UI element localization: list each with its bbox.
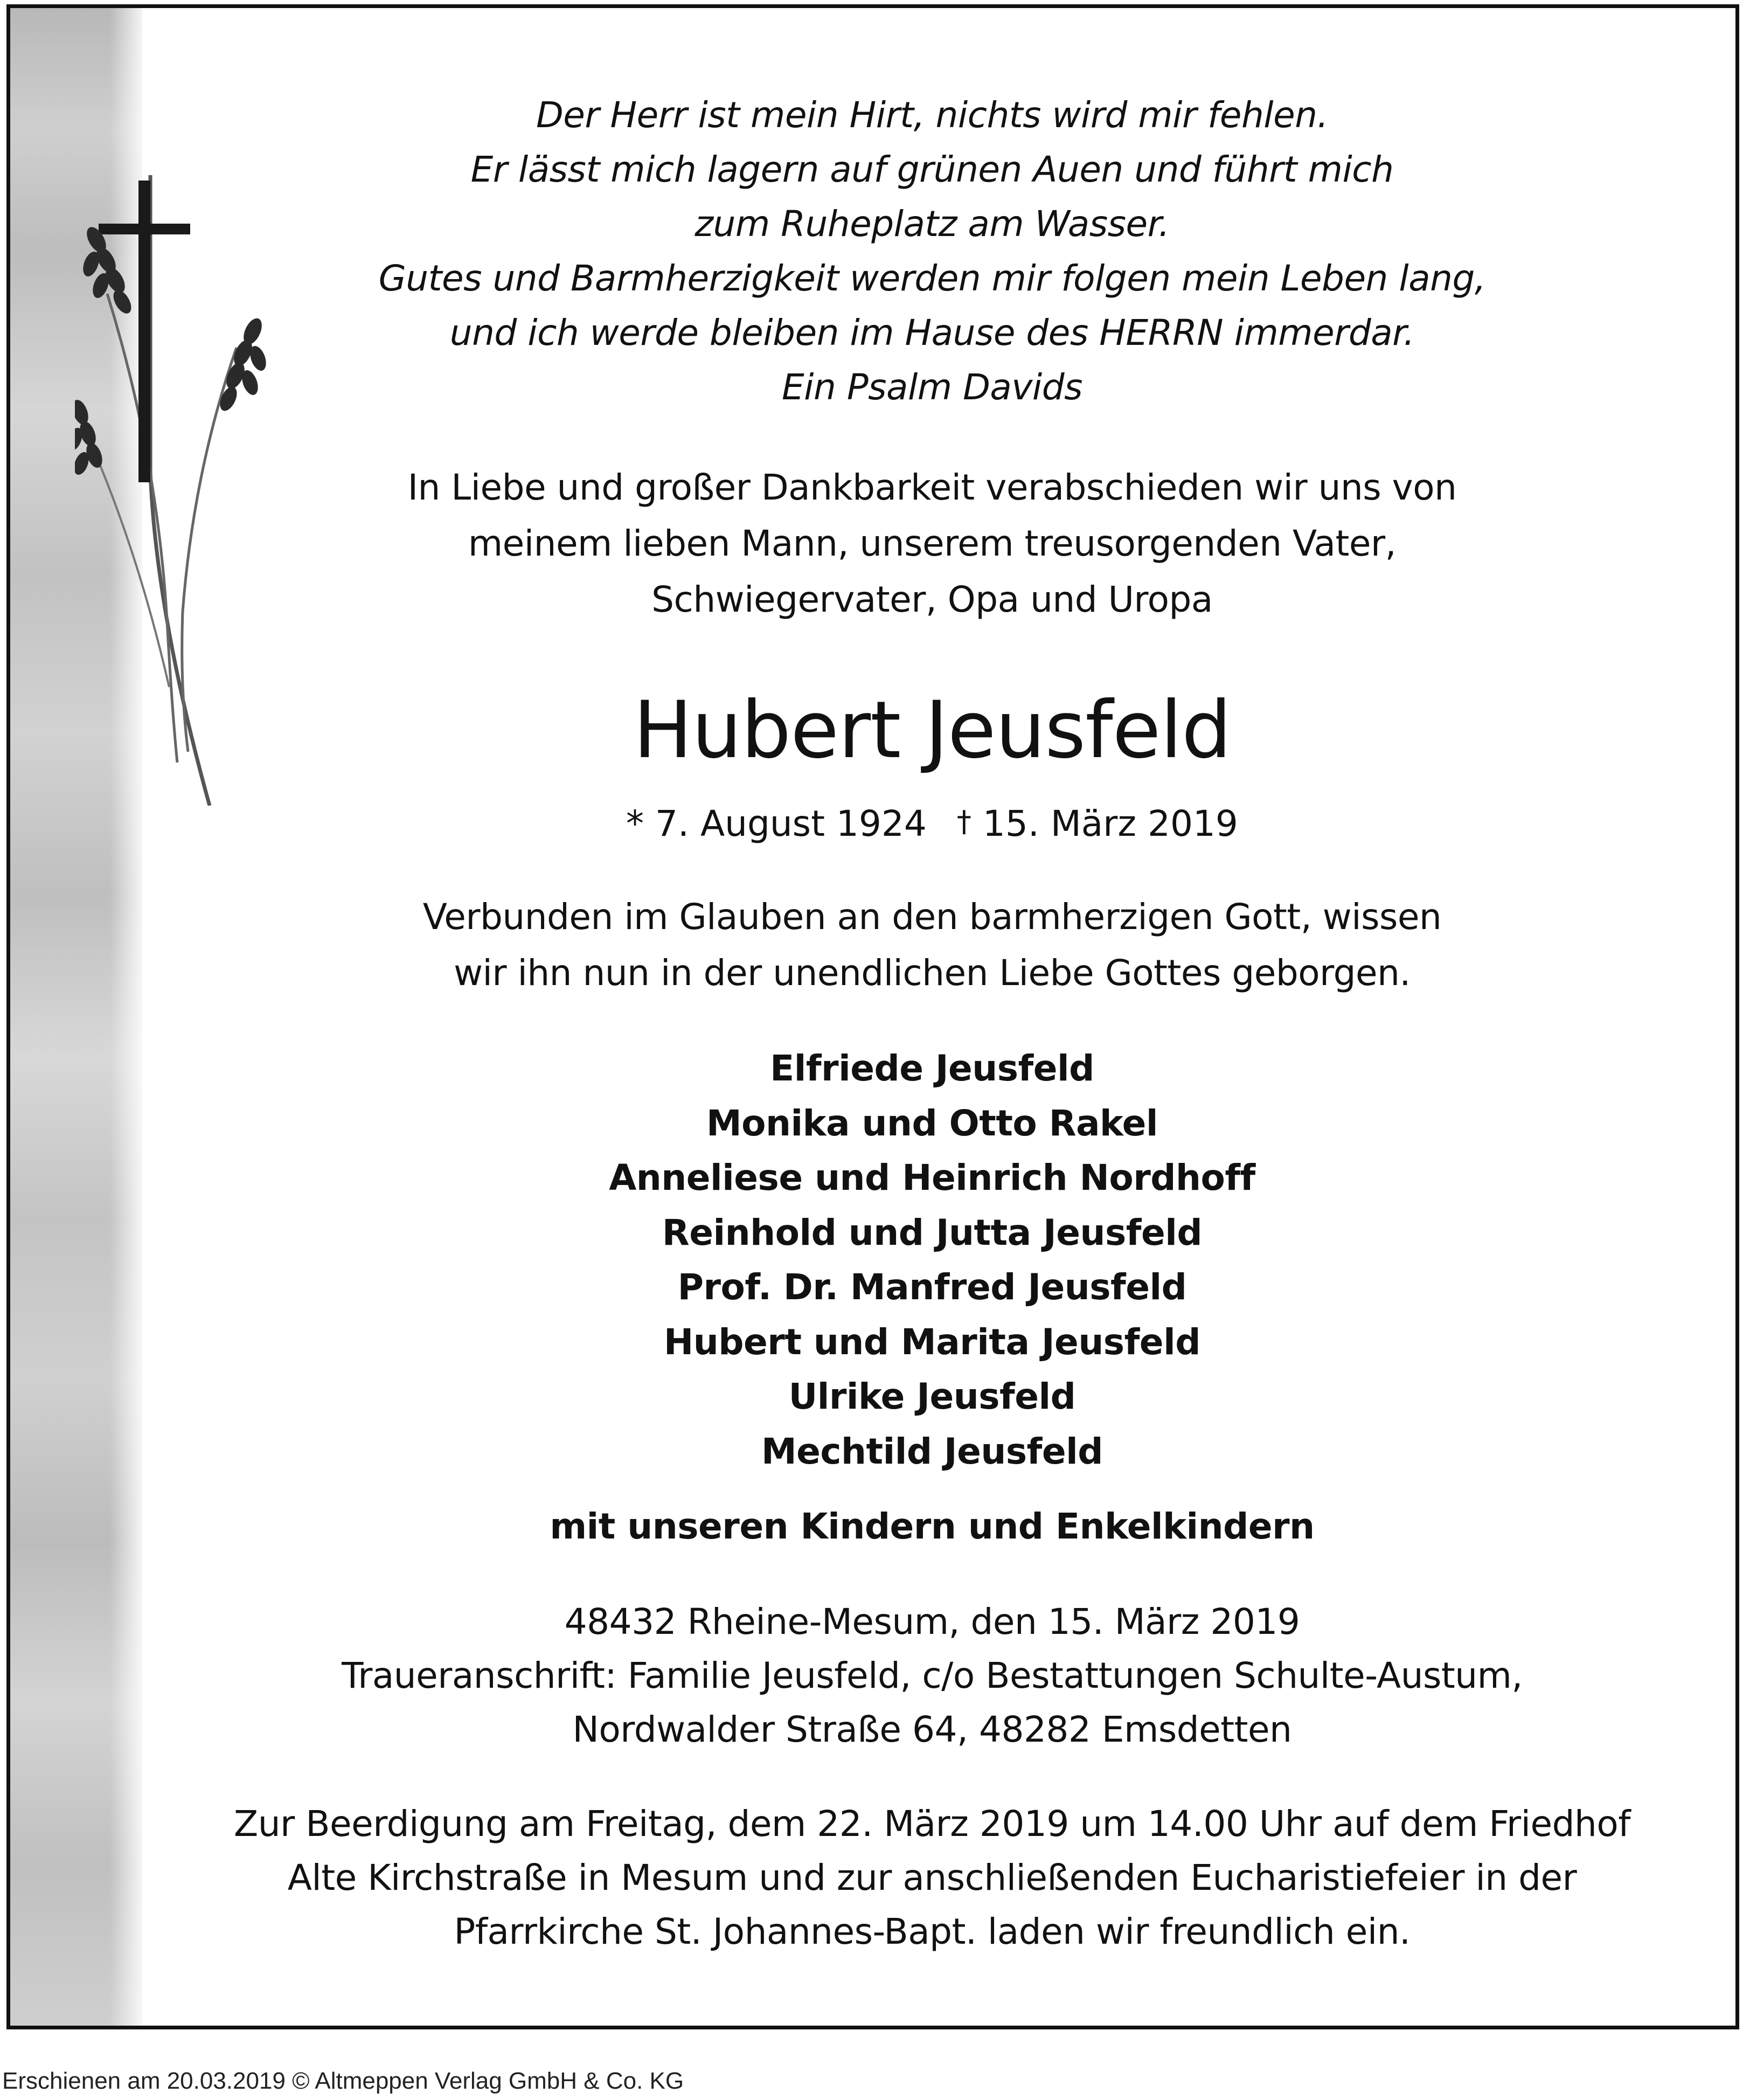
place-and-address <box>150 1595 1714 1757</box>
faith-statement <box>150 889 1714 1001</box>
psalm-line: Der Herr ist mein Hirt, nichts wird mir fehlen. <box>536 94 1329 136</box>
psalm-line: Gutes und Barmherzigkeit werden mir folgen mein Leben lang, <box>378 258 1486 299</box>
mourner-name: Monika und Otto Rakel <box>706 1102 1158 1144</box>
funeral-line: Zur Beerdigung am Freitag, dem 22. März 2019 um 14.00 Uhr auf dem Friedhof <box>234 1803 1630 1845</box>
mourning-address-line: Nordwalder Straße 64, 48282 Emsdetten <box>572 1709 1292 1750</box>
psalm-line: Er lässt mich lagern auf grünen Auen und führt mich <box>470 149 1394 190</box>
mourner-name: Hubert und Marita Jeusfeld <box>664 1321 1200 1363</box>
family-addition: mit unseren Kindern und Enkelkindern <box>550 1506 1315 1547</box>
farewell-intro <box>150 460 1714 628</box>
mourner-name: Elfriede Jeusfeld <box>770 1048 1094 1089</box>
place-date-line: 48432 Rheine-Mesum, den 15. März 2019 <box>564 1601 1300 1642</box>
deceased-name: Hubert Jeusfeld <box>633 684 1231 776</box>
birth-date: * 7. August 1924 <box>626 803 927 844</box>
mourning-address-line: Traueranschrift: Familie Jeusfeld, c/o Bestattungen Schulte-Austum, <box>342 1655 1523 1696</box>
faith-line: wir ihn nun in der unendlichen Liebe Gottes geborgen. <box>454 952 1411 994</box>
funeral-invitation <box>150 1797 1714 1959</box>
faith-line: Verbunden im Glauben an den barmherzigen Gott, wissen <box>422 896 1442 938</box>
intro-line: meinem lieben Mann, unserem treusorgenden Vater, <box>468 523 1397 564</box>
psalm-line: zum Ruheplatz am Wasser. <box>695 203 1170 245</box>
mourner-name: Ulrike Jeusfeld <box>788 1376 1076 1417</box>
funeral-line: Alte Kirchstraße in Mesum und zur anschließenden Eucharistiefeier in der <box>287 1857 1577 1898</box>
funeral-line: Pfarrkirche St. Johannes-Bapt. laden wir freundlich ein. <box>454 1911 1411 1952</box>
death-cross-symbol: † <box>956 805 971 838</box>
publication-credit: Erschienen am 20.03.2019 © Altmeppen Verlag GmbH & Co. KG <box>2 2068 684 2094</box>
mourner-name: Anneliese und Heinrich Nordhoff <box>609 1157 1255 1198</box>
psalm-source: Ein Psalm Davids <box>781 366 1083 408</box>
intro-line: Schwiegervater, Opa und Uropa <box>651 579 1213 620</box>
intro-line: In Liebe und großer Dankbarkeit verabschieden wir uns von <box>407 467 1457 508</box>
death-date: 15. März 2019 <box>982 803 1238 844</box>
obituary-notice <box>6 4 1739 2029</box>
mourner-name: Reinhold und Jutta Jeusfeld <box>662 1211 1203 1253</box>
psalm-quote <box>150 88 1714 414</box>
mourner-name: Mechtild Jeusfeld <box>761 1430 1103 1472</box>
life-dates <box>150 795 1714 851</box>
psalm-line: und ich werde bleiben im Hause des HERRN immerdar. <box>449 312 1415 354</box>
mourners-list <box>150 1041 1714 1479</box>
mourner-name: Prof. Dr. Manfred Jeusfeld <box>677 1266 1187 1308</box>
